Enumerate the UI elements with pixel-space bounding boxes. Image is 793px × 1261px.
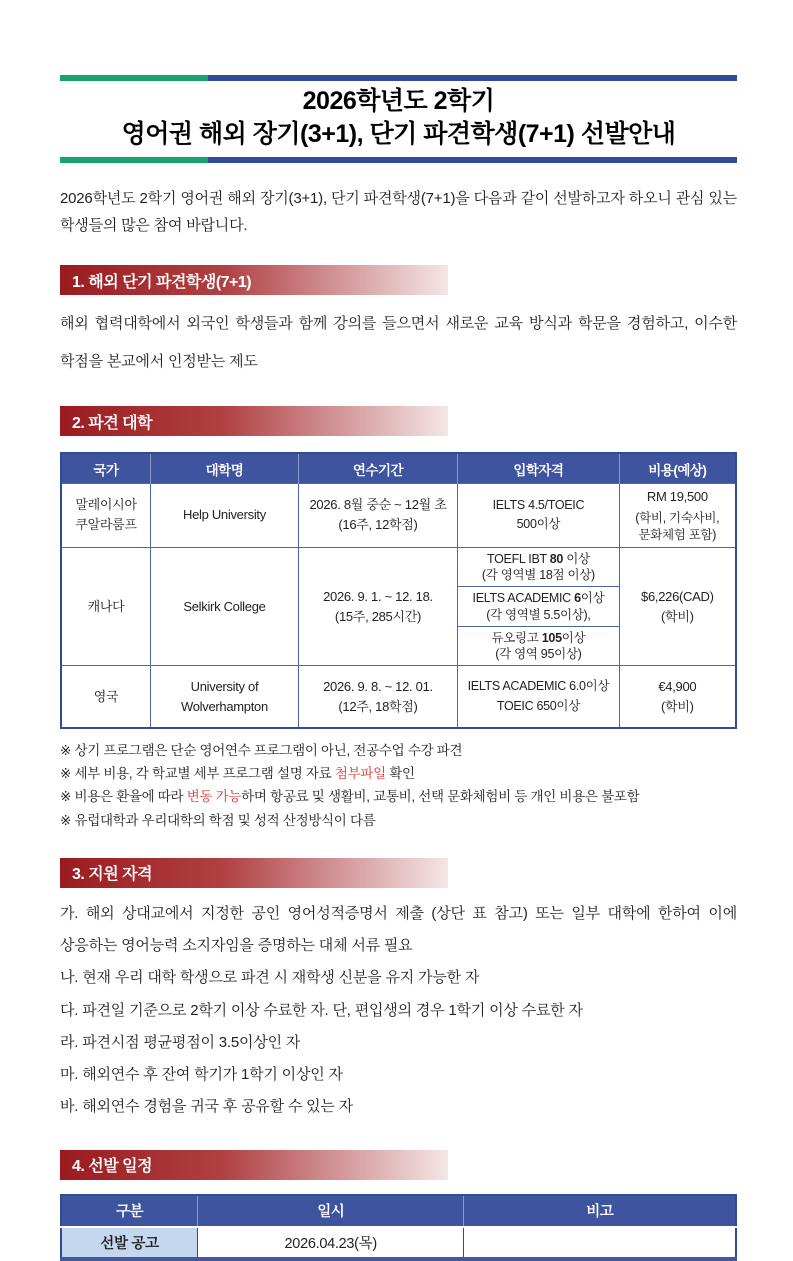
period-line: (12주, 18학점)	[338, 698, 418, 714]
cell-schedule-note	[464, 1227, 736, 1259]
col-header-cost: 비용(예상)	[619, 453, 736, 484]
intro-paragraph: 2026학년도 2학기 영어권 해외 장기(3+1), 단기 파견학생(7+1)을 다음과 같이 선발하고자 하오니 관심 있는 학생들의 많은 참여 바랍니다.	[60, 190, 737, 234]
section-4-heading-label: 4. 선발 일정	[72, 1158, 153, 1176]
section-1-heading	[60, 265, 448, 295]
cost-amount: RM 19,500	[646, 489, 708, 504]
green-rule-segment	[60, 75, 208, 81]
page-title	[60, 81, 737, 157]
note-line-4: ※ 유럽대학과 우리대학의 학점 및 성적 산정방식이 다름	[60, 812, 376, 828]
col-header-qualification: 입학자격	[458, 453, 620, 484]
page-title-line-2: 영어권 해외 장기(3+1), 단기 파견학생(7+1) 선발안내	[121, 120, 676, 148]
blue-rule-segment	[208, 157, 737, 163]
cell-cost	[619, 547, 736, 666]
cell-period	[298, 547, 457, 666]
period-line: 2026. 9. 1. ~ 12. 18.	[323, 588, 433, 604]
col-header-date: 일시	[198, 1195, 464, 1227]
university-line: Wolverhampton	[181, 698, 268, 714]
period-line: (15주, 285시간)	[334, 608, 422, 624]
attachment-highlight: 첨부파일	[334, 766, 386, 782]
cell-schedule-category: 선발 공고	[61, 1227, 198, 1259]
period-line: (16주, 12학점)	[338, 517, 418, 533]
notes-block	[60, 739, 737, 832]
variable-highlight: 변동 가능	[186, 789, 242, 805]
qualification-line: 500이상	[516, 517, 561, 532]
cell-qualification	[458, 666, 620, 728]
cost-amount: €4,900	[658, 678, 697, 694]
cell-country	[61, 484, 151, 548]
title-bottom-rule	[60, 157, 737, 163]
section-4-heading	[60, 1150, 448, 1180]
cell-period	[298, 484, 457, 548]
green-rule-segment	[60, 157, 208, 163]
qualification-list	[60, 898, 737, 1124]
section-2-heading	[60, 406, 448, 436]
qualification-option-toefl: TOEFL IBT 80 이상 (각 영역별 18점 이상)	[458, 548, 619, 588]
cell-qualification	[458, 484, 620, 548]
cell-qualification	[458, 547, 620, 666]
schedule-table	[60, 1194, 737, 1261]
section-2-heading-label: 2. 파견 대학	[72, 414, 153, 432]
schedule-table-header-row	[61, 1195, 736, 1227]
cell-university	[151, 666, 299, 728]
university-table	[60, 452, 737, 729]
col-header-note: 비고	[464, 1195, 736, 1227]
title-block	[60, 75, 737, 163]
qualification-item: 다. 파견일 기준으로 2학기 이상 수료한 자. 단, 편입생의 경우 1학기 이상 수료한 자	[60, 1001, 583, 1019]
col-header-country: 국가	[61, 453, 151, 484]
qualification-item: 가. 해외 상대교에서 지정한 공인 영어성적증명서 제출 (상단 표 참고) 또는 일부 대학에 한하여 이에 상응하는 영어능력 소지자임을 증명하는 대체 서류 필요	[60, 904, 737, 955]
cell-cost	[619, 484, 736, 548]
table-row-canada	[61, 547, 736, 666]
section-1-body: 해외 협력대학에서 외국인 학생들과 함께 강의를 들으면서 새로운 교육 방식과 학문을 경험하고, 이수한 학점을 본교에서 인정받는 제도	[60, 315, 737, 370]
qualification-line: IELTS ACADEMIC 6.0이상	[467, 679, 610, 694]
blue-rule-segment	[208, 75, 737, 81]
cost-amount: $6,226(CAD)	[641, 588, 714, 604]
title-top-rule	[60, 75, 737, 81]
cell-cost	[619, 666, 736, 728]
note-line-2: ※ 세부 비용, 각 학교별 세부 프로그램 설명 자료 첨부파일 확인	[60, 766, 415, 782]
country-line: 말레이시아	[75, 497, 137, 513]
section-3-heading-label: 3. 지원 자격	[72, 866, 153, 884]
qualification-item: 라. 파견시점 평균평점이 3.5이상인 자	[60, 1033, 301, 1051]
cost-note: (학비)	[661, 608, 694, 624]
university-line: University of	[190, 678, 259, 694]
col-header-category: 구분	[61, 1195, 198, 1227]
table-row-malaysia	[61, 484, 736, 548]
university-table-header-row	[61, 453, 736, 484]
qualification-line: IELTS 4.5/TOEIC	[492, 498, 585, 513]
qualification-item: 바. 해외연수 경험을 귀국 후 공유할 수 있는 자	[60, 1098, 353, 1116]
section-3-heading	[60, 858, 448, 888]
cell-country: 캐나다	[61, 547, 151, 666]
cost-note: (학비)	[661, 698, 694, 714]
cost-note: (학비, 기숙사비, 문화체험 포함)	[635, 511, 720, 543]
cell-university: Selkirk College	[151, 547, 299, 666]
qualification-option-duolingo: 듀오링고 105이상 (각 영역 95이상)	[491, 630, 586, 662]
period-line: 2026. 9. 8. ~ 12. 01.	[323, 678, 433, 694]
note-line-1: ※ 상기 프로그램은 단순 영어연수 프로그램이 아닌, 전공수업 수강 파견	[60, 742, 463, 758]
page-title-line-1: 2026학년도 2학기	[302, 87, 495, 115]
country-line: 쿠알라룸프	[75, 517, 137, 533]
cell-country: 영국	[61, 666, 151, 728]
table-row-uk	[61, 666, 736, 728]
cell-university: Help University	[151, 484, 299, 548]
qualification-option-ielts: IELTS ACADEMIC 6이상 (각 영역별 5.5이상),	[458, 587, 619, 627]
col-header-university: 대학명	[151, 453, 299, 484]
period-line: 2026. 8월 중순 ~ 12월 초	[309, 497, 447, 513]
qualification-item: 마. 해외연수 후 잔여 학기가 1학기 이상인 자	[60, 1066, 343, 1084]
note-line-3: ※ 비용은 환율에 따라 변동 가능하며 항공료 및 생활비, 교통비, 선택 문화체험비 등 개인 비용은 불포함	[60, 789, 640, 805]
col-header-period: 연수기간	[298, 453, 457, 484]
cell-period	[298, 666, 457, 728]
cell-schedule-date: 2026.04.23(목)	[198, 1227, 464, 1259]
qualification-item: 나. 현재 우리 대학 학생으로 파견 시 재학생 신분을 유지 가능한 자	[60, 969, 480, 987]
section-1-heading-label: 1. 해외 단기 파견학생(7+1)	[72, 273, 252, 291]
qualification-line: TOEIC 650이상	[496, 698, 580, 713]
schedule-row-announcement	[61, 1227, 736, 1259]
